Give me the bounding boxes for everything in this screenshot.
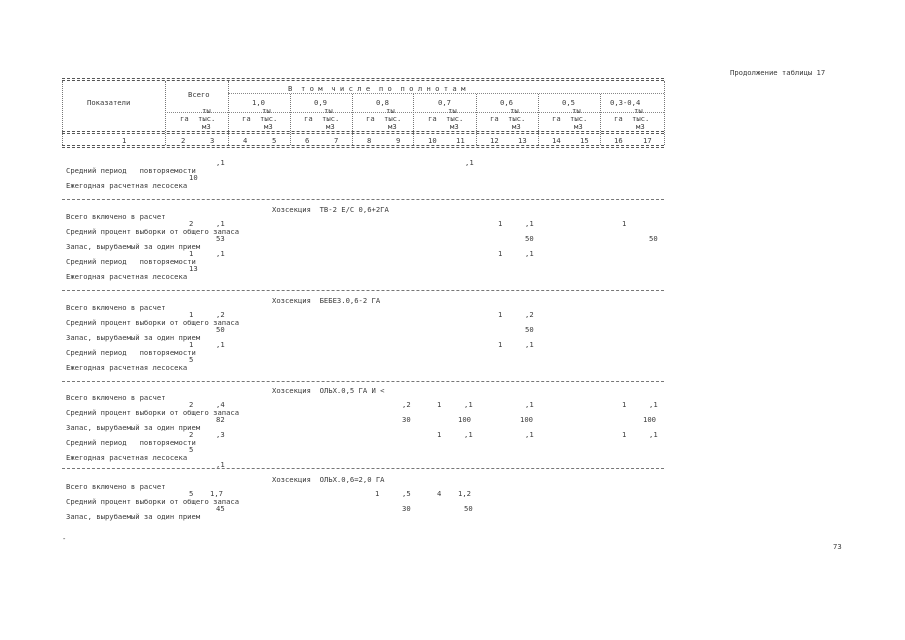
col-number: 16 [614,136,623,145]
unit-m3: м3 [512,122,521,131]
col-number: 15 [580,136,589,145]
value: 1 [189,310,194,319]
value: 50 [525,234,534,243]
value: ,1 [525,340,534,349]
section-divider [62,381,664,382]
top-total-c: ,1 [465,158,474,167]
value: 5 [189,355,194,364]
unit-abbr: ты [510,106,519,115]
value: 100 [520,415,533,424]
corner-mark: - [62,534,67,543]
unit-ha: га [552,114,561,123]
header-bottom-rule-2 [62,133,664,134]
value: ,1 [525,219,534,228]
top-period-value: 10 [189,173,198,182]
label-annual-cut: Ежегодная расчетная лесосека [66,272,188,281]
value: 1 [498,249,503,258]
value: 30 [402,504,411,513]
label-avg-percent: Средний процент выборки от общего запаса [66,497,240,506]
label-stock-one: Запас, вырубаемый за один прием [66,242,201,251]
value: ,4 [216,400,225,409]
value: ,1 [464,430,473,439]
col-number: 9 [396,136,401,145]
label-avg-period: Средний период повторяемости [66,348,196,357]
col-number: 13 [518,136,527,145]
value: ,3 [216,430,225,439]
col-number: 8 [367,136,372,145]
col-number: 17 [643,136,652,145]
value: 100 [458,415,471,424]
value: ,2 [525,310,534,319]
unit-ths: тыс. [260,114,278,123]
continuation-note: Продолжение таблицы 17 [730,68,826,77]
unit-abbr: ты [386,106,395,115]
density-6: 0,5 [562,98,575,107]
label-avg-percent: Средний процент выборки от общего запаса [66,318,240,327]
value: 1 [498,219,503,228]
unit-abbr: ты [202,106,211,115]
table-top-rule-2 [62,80,664,81]
density-7: 0,3-0,4 [610,98,641,107]
unit-m3: м3 [264,122,273,131]
col-number: 12 [490,136,499,145]
value: ,1 [216,460,225,469]
unit-m3: м3 [450,122,459,131]
page-number: 73 [833,542,842,551]
unit-ths: тыс. [508,114,526,123]
header-bottom-rule [62,131,664,132]
value: 50 [649,234,658,243]
density-4: 0,7 [438,98,451,107]
value: ,1 [216,219,225,228]
unit-m3: м3 [202,122,211,131]
value: 13 [189,264,198,273]
top-total-b: ,1 [216,158,225,167]
value: 1 [189,340,194,349]
unit-ths: тыс. [570,114,588,123]
label-avg-percent: Средний процент выборки от общего запаса [66,408,240,417]
value: 45 [216,504,225,513]
unit-ha: га [366,114,375,123]
label-total-included: Всего включено в расчет [66,482,166,491]
value: ,2 [216,310,225,319]
header-vsep [600,94,601,145]
value: 4 [437,489,442,498]
value: 1 [437,400,442,409]
header-including: В т о м ч и с л е п о п о л н о т а м [288,84,466,93]
colnum-bottom-rule [62,145,664,146]
value: 1 [622,400,627,409]
label-annual-cut: Ежегодная расчетная лесосека [66,181,188,190]
value: 100 [643,415,656,424]
value: 5 [189,445,194,454]
unit-m3: м3 [388,122,397,131]
density-5: 0,6 [500,98,513,107]
header-vsep [165,81,166,145]
units-rule [165,112,664,113]
label-annual-cut: Ежегодная расчетная лесосека [66,453,188,462]
header-vsep [62,81,63,145]
unit-ha: га [180,114,189,123]
unit-ha: га [614,114,623,123]
header-vsep [538,94,539,145]
unit-m3: м3 [574,122,583,131]
section-divider [62,199,664,200]
value: 30 [402,415,411,424]
value: 1 [622,430,627,439]
density-3: 0,8 [376,98,389,107]
table-top-rule [62,78,664,79]
value: 1,7 [210,489,223,498]
label-stock-one: Запас, вырубаемый за один прием [66,333,201,342]
value: 2 [189,219,194,228]
value: 1 [498,340,503,349]
value: ,1 [525,430,534,439]
value: 50 [216,325,225,334]
label-total-included: Всего включено в расчет [66,393,166,402]
header-vsep [228,81,229,145]
density-1: 1,0 [252,98,265,107]
header-vsep [664,81,665,145]
col-number: 3 [210,136,215,145]
unit-abbr: ты [572,106,581,115]
unit-ha: га [304,114,313,123]
density-2: 0,9 [314,98,327,107]
value: ,2 [402,400,411,409]
section-divider [62,468,664,469]
value: 1,2 [458,489,471,498]
value: ,1 [525,400,534,409]
header-vsep [290,94,291,145]
unit-ha: га [242,114,251,123]
value: ,1 [216,340,225,349]
label-avg-period: Средний период повторяемости [66,438,196,447]
col-number: 6 [305,136,310,145]
section-divider [62,290,664,291]
header-vsep [352,94,353,145]
section-title: Хозсекция ОЛЬХ.0,6=2,0 ГА [272,475,385,484]
label-total-included: Всего включено в расчет [66,212,166,221]
value: 82 [216,415,225,424]
value: 1 [437,430,442,439]
value: 1 [622,219,627,228]
header-total: Всего [188,90,210,99]
value: 1 [375,489,380,498]
value: 53 [216,234,225,243]
unit-ths: тыс. [632,114,650,123]
label-avg-period: Средний период повторяемости [66,257,196,266]
unit-abbr: ты [324,106,333,115]
unit-ha: га [490,114,499,123]
header-indicators: Показатели [87,98,131,107]
col-number: 1 [122,136,127,145]
value: 2 [189,400,194,409]
col-number: 11 [456,136,465,145]
unit-ha: га [428,114,437,123]
value: ,1 [464,400,473,409]
col-number: 4 [243,136,248,145]
unit-ths: тыс. [446,114,464,123]
label-total-included: Всего включено в расчет [66,303,166,312]
col-number: 2 [181,136,186,145]
value: 50 [525,325,534,334]
col-number: 5 [272,136,277,145]
colnum-bottom-rule-2 [62,147,664,148]
unit-abbr: ты [262,106,271,115]
header-vsep [476,94,477,145]
value: ,5 [402,489,411,498]
col-number: 10 [428,136,437,145]
label-avg-percent: Средний процент выборки от общего запаса [66,227,240,236]
value: 2 [189,430,194,439]
value: ,1 [216,249,225,258]
value: 1 [189,249,194,258]
col-number: 14 [552,136,561,145]
value: 5 [189,489,194,498]
unit-ths: тыс. [198,114,216,123]
value: ,1 [525,249,534,258]
unit-ths: тыс. [384,114,402,123]
value: ,1 [649,400,658,409]
value: ,1 [649,430,658,439]
header-vsep [413,94,414,145]
col-number: 7 [334,136,339,145]
label-annual-cut: Ежегодная расчетная лесосека [66,363,188,372]
label-stock-one: Запас, вырубаемый за один прием [66,423,201,432]
section-title: Хозсекция ОЛЬХ.0,5 ГА И < [272,386,385,395]
density-rule [228,93,664,94]
section-title: Хозсекция ТВ-2 Е/С 0,6+2ГА [272,205,389,214]
unit-abbr: ты [448,106,457,115]
unit-m3: м3 [636,122,645,131]
unit-ths: тыс. [322,114,340,123]
label-stock-one: Запас, вырубаемый за один прием [66,512,201,521]
section-title: Хозсекция БЕБЕЗ.0,6-2 ГА [272,296,381,305]
value: 1 [498,310,503,319]
unit-abbr: ты [634,106,643,115]
label-avg-period: Средний период повторяемости [66,166,196,175]
value: 50 [464,504,473,513]
unit-m3: м3 [326,122,335,131]
